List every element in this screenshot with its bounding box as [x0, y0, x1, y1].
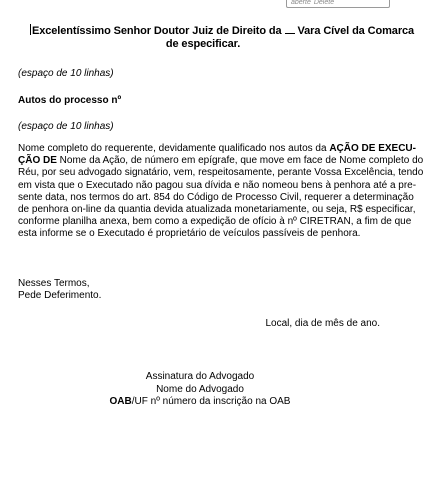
spacer-note-1: (espaço de 10 linhas) — [18, 68, 114, 79]
closing-block — [18, 278, 101, 302]
heading-line-1-suffix: Vara Cível da Comarca — [297, 25, 415, 37]
cropped-label-right: Delete — [313, 0, 335, 6]
document-heading — [30, 24, 415, 51]
cropped-label-left: aberte — [291, 0, 311, 6]
signature-line-1: Assinatura do Advogado — [145, 371, 255, 382]
closing-line-2: Pede Deferimento. — [18, 290, 102, 301]
heading-line-2: de especificar. — [165, 38, 241, 50]
action-name-bold: ÇÃO DE — [18, 155, 57, 167]
body-line: Réu, por seu advogado signatário, vem, respeitosamente, perante Vossa Excelência, tendo — [18, 167, 423, 179]
text-cursor — [30, 24, 31, 35]
oab-label: OAB — [109, 396, 132, 407]
cropped-toolbar-box — [286, 0, 390, 8]
heading-line-1-prefix: Excelentíssimo Senhor Doutor Juiz de Direito da — [32, 25, 282, 37]
petition-body — [18, 143, 423, 241]
body-line — [18, 155, 423, 167]
body-line — [18, 143, 416, 155]
process-label: Autos do processo nº — [18, 95, 122, 106]
spacer-note-2: (espaço de 10 linhas) — [18, 121, 114, 132]
closing-line-1: Nesses Termos, — [18, 278, 90, 289]
signature-line-2: Nome do Advogado — [156, 383, 244, 395]
body-line: esta informe se o Executado é proprietário de veículos passíveis de penhora. — [18, 228, 361, 240]
body-line: de penhora on-line da quantia devida atualizada monetariamente, ou seja, R$ especificar, — [18, 204, 416, 216]
body-text-run: Nome da Ação, de número em epígrafe, que move em face de Nome completo do — [56, 155, 423, 167]
heading-line-1 — [30, 24, 415, 38]
blank-field — [285, 24, 295, 34]
oab-rest: /UF nº número da inscrição na OAB — [131, 396, 291, 407]
body-text-run: Nome completo do requerente, devidamente qualificado nos autos da — [18, 143, 330, 154]
signature-line-3 — [0, 396, 400, 409]
body-line: conforme planilha anexa, bem como a expedição de ofício à nº CIRETRAN, a fim de que — [18, 216, 412, 228]
body-line: sente data, nos termos do art. 854 do Código de Processo Civil, requerer a determinação — [18, 191, 414, 203]
place-date: Local, dia de mês de ano. — [265, 318, 380, 329]
signature-block — [0, 371, 400, 409]
body-line: em vista que o Executado não pagou sua dívida e não nomeou bens à penhora até a pre- — [18, 179, 417, 191]
action-name-bold: AÇÃO DE EXECU- — [329, 143, 416, 154]
